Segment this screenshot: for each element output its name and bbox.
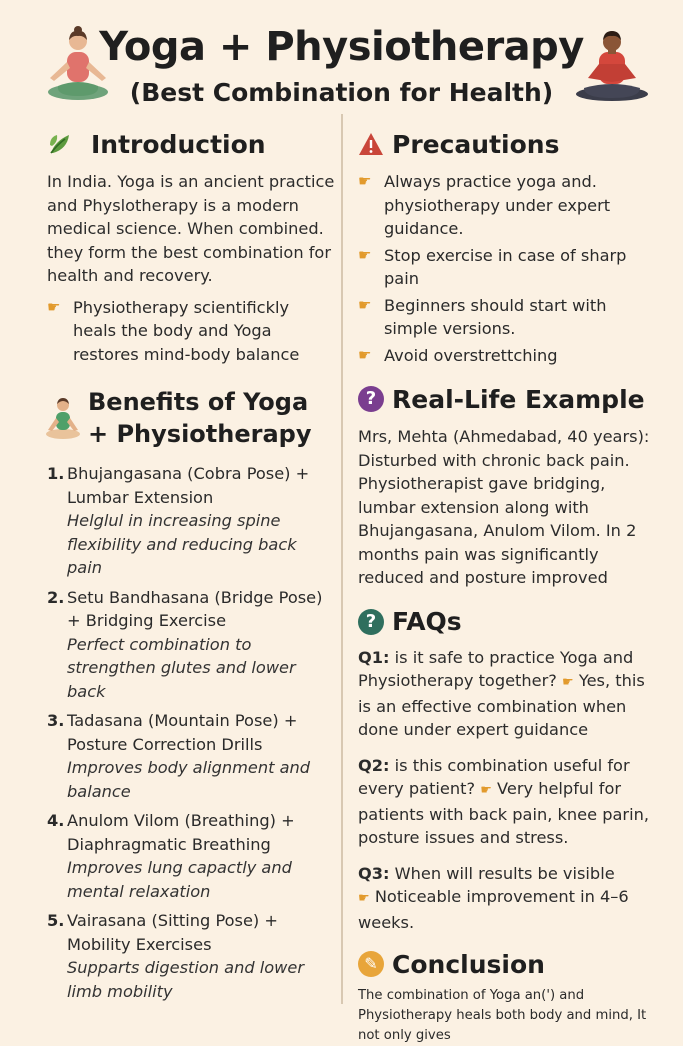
introduction-bullet <box>47 296 335 367</box>
faqs-list <box>358 646 658 935</box>
benefits-heading <box>47 386 335 450</box>
example-heading <box>358 381 658 417</box>
example-paragraph: Mrs, Mehta (Ahmedabad, 40 years): Disturbed with chronic back pain. Physiotherapist gave bridging, lumbar extension along with Bhujangasana, Anulom Vilom. In 2 months pain was significantly reduced and posture improved <box>358 427 650 587</box>
conclusion-paragraph: The combination of Yoga an(') and Physiotherapy heals both body and mind, It not only gives <box>358 988 647 1043</box>
faq-question: is this combination useful for every patient? <box>358 755 630 798</box>
precautions-list <box>358 170 658 367</box>
list-item: ☛ Always practice yoga and. physiotherapy under expert guidance. <box>358 170 658 241</box>
benefit-description: Perfect combination to strengthen glutes and lower back <box>67 634 296 701</box>
list-item: ☛ Stop exercise in case of sharp pain <box>358 244 658 291</box>
faq-item: Q1: is it safe to practice Yoga and Physiotherapy together? ☛ Yes, this is an effective combination when done under expert guidance <box>358 647 645 739</box>
benefit-title: Setu Bandhasana (Bridge Pose) + Bridging Exercise <box>67 587 323 630</box>
left-column <box>47 126 335 1003</box>
pointing-hand-icon: ☛ <box>358 172 372 190</box>
column-divider <box>341 114 343 1004</box>
meditation-person-icon <box>44 396 82 440</box>
list-item: ☛ Beginners should start with simple versions. <box>358 294 658 341</box>
benefits-list <box>47 462 335 1003</box>
benefit-description: Improves body alignment and balance <box>67 758 311 801</box>
faq-question: is it safe to practice Yoga and Physiotherapy together? <box>358 647 634 690</box>
benefit-description: Supparts digestion and lower limb mobility <box>67 958 305 1001</box>
page-subtitle: (Best Combination for Health) <box>129 78 554 107</box>
example-title: Real-Life Example <box>392 384 645 414</box>
faq-item: Q3: When will results be visible ☛ Noticeable improvement in 4–6 weeks. <box>358 863 629 932</box>
list-item: 3. Tadasana (Mountain Pose) + Posture Correction Drills Improves body alignment and balance <box>47 709 335 803</box>
list-item: 4. Anulom Vilom (Breathing) + Diaphragmatic Breathing Improves lung capactly and mental relaxation <box>47 809 335 903</box>
faq-answer: Yes, this is an effective combination when done under expert guidance <box>358 671 645 739</box>
precautions-title: Precautions <box>392 129 560 159</box>
list-item: 1. Bhujangasana (Cobra Pose) + Lumbar Extension Helglul in increasing spine flexibility and reducing back pain <box>47 462 335 580</box>
pointing-hand-icon: ☛ <box>358 295 372 314</box>
question-circle-icon: ? <box>358 386 384 412</box>
right-column <box>358 126 658 1046</box>
conclusion-title: Conclusion <box>392 949 545 979</box>
faqs-title: FAQs <box>392 607 462 636</box>
introduction-bullet-text: Physiotherapy scientifickly heals the body and Yoga restores mind-body balance <box>73 297 300 364</box>
introduction-heading <box>47 126 335 162</box>
introduction-paragraph: In India. Yoga is an ancient practice and Physlotherapy is a modern medical science. When combined. they form the best combination for health and recovery. <box>47 172 335 285</box>
yoga-man-icon <box>572 26 652 106</box>
list-item: 2. Setu Bandhasana (Bridge Pose) + Bridging Exercise Perfect combination to strengthen glutes and lower back <box>47 586 335 704</box>
pencil-circle-icon: ✎ <box>358 951 384 977</box>
pointing-hand-icon: ☛ <box>480 783 492 798</box>
pointing-hand-icon: ☛ <box>358 891 370 906</box>
conclusion-heading <box>358 946 658 982</box>
faq-answer: Very helpful for patients with back pain, knee parin, posture issues and stress. <box>358 779 649 847</box>
faq-circle-icon: ? <box>358 609 384 635</box>
pointing-hand-icon: ☛ <box>358 345 372 364</box>
faq-question: When will results be visible <box>394 863 615 883</box>
pointing-hand-icon: ☛ <box>562 675 574 690</box>
warning-triangle-icon <box>358 131 384 157</box>
benefits-title-line2: + Physiotherapy <box>88 420 312 448</box>
introduction-title: Introduction <box>91 129 266 159</box>
pointing-hand-icon: ☛ <box>358 245 372 264</box>
list-item: 5. Vairasana (Sitting Pose) + Mobility Exercises Supparts digestion and lower limb mobility <box>47 909 335 1003</box>
leaf-icon <box>47 131 73 157</box>
faq-item: Q2: is this combination useful for every patient? ☛ Very helpful for patients with back pain, knee parin, posture issues and stress. <box>358 755 649 847</box>
faq-answer: Noticeable improvement in 4–6 weeks. <box>358 887 629 932</box>
benefit-title: Tadasana (Mountain Pose) + Posture Correction Drills <box>67 711 298 754</box>
precautions-heading <box>358 126 658 162</box>
list-item: ☛ Avoid overstrettching <box>358 344 658 368</box>
benefit-title: Vairasana (Sitting Pose) + Mobility Exercises <box>67 911 278 954</box>
benefit-description: Helglul in increasing spine flexibility and reducing back pain <box>67 511 297 577</box>
benefit-title: Anulom Vilom (Breathing) + Diaphragmatic Breathing <box>67 811 295 854</box>
faqs-heading <box>358 604 658 640</box>
benefit-title: Bhujangasana (Cobra Pose) + Lumbar Extension <box>67 464 310 507</box>
page-title: Yoga + Physiotherapy <box>99 24 584 70</box>
benefit-description: Improves lung capactly and mental relaxation <box>67 858 292 901</box>
benefits-title-line1: Benefits of Yoga <box>88 388 309 416</box>
header <box>0 0 683 120</box>
pointing-hand-icon: ☛ <box>47 297 61 316</box>
